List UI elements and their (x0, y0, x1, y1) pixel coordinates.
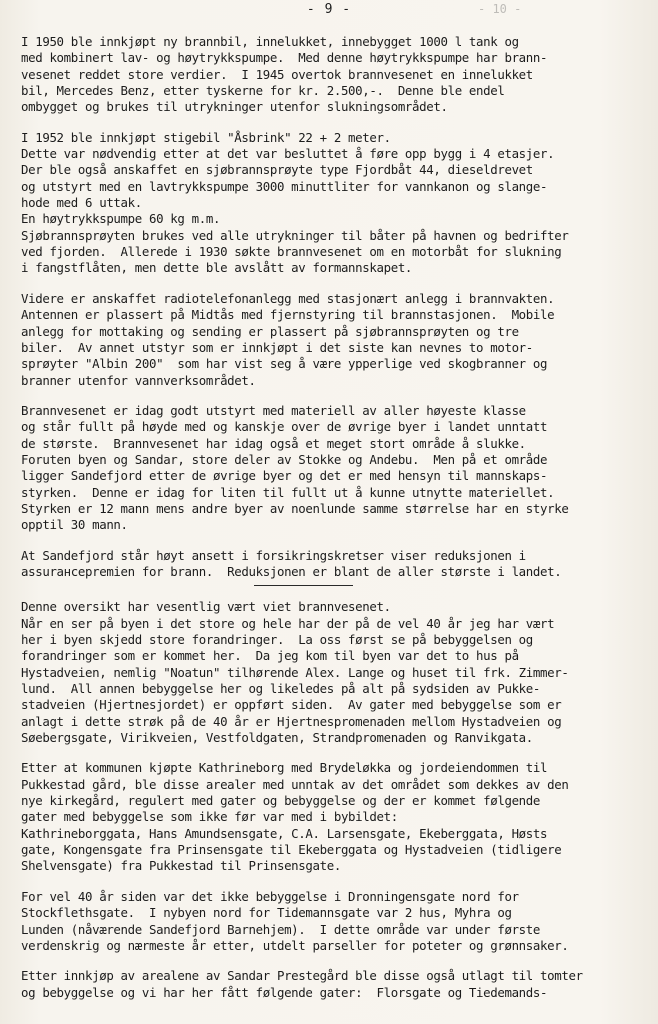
text-line: Antennen er plassert på Midtås med fjernstyring til brannstasjonen. Mobile (21, 307, 555, 323)
text-line: I 1950 ble innkjøpt ny brannbil, innelukket, innebygget 1000 l tank og (21, 34, 519, 49)
text-line: anlegg for mottaking og sending er plassert på sjøbrannsprøyten og tre (21, 323, 519, 339)
text-line: styrken. Denne er idag for liten til fullt ut å kunne utnytte materiellet. (21, 484, 555, 500)
text-line: stadveien (Hjertnesjordet) er oppført siden. Av gater med bebyggelse som er (21, 697, 562, 713)
paragraph-dronningensgate (21, 889, 651, 954)
paragraph-fire-department-status (21, 403, 651, 534)
text-line: I 1952 ble innkjøpt stigebil "Åsbrink" 22 + 2 meter. (21, 129, 391, 145)
paragraph-kathrineborg (21, 760, 651, 874)
text-line: sprøyter "Albin 200" som har vist seg å være ypperlige ved skogbranner og (21, 356, 548, 372)
text-line: Der ble også anskaffet en sjøbrannsprøyte type Fjordbåt 44, dieseldrevet (21, 162, 533, 178)
text-line: Dette var nødvendig etter at det var besluttet å føre opp bygg i 4 etasjer. (21, 146, 555, 162)
text-line: forandringer som er kommet her. Da jeg kom til byen var det to hus på (21, 648, 519, 664)
text-line: Pukkestad gård, ble disse arealer med unntak av det området som dekkes av den (21, 776, 569, 792)
text-line: ligger Sandefjord etter de øvrige byer og det er med hensyn til mannskaps- (21, 468, 548, 484)
text-line: verdenskrig og nærmeste år etter, utdelt parseller for poteter og grønnsaker. (21, 937, 569, 953)
paragraph-radio-equipment (21, 291, 651, 389)
text-line: og utstyrt med en lavtrykkspumpe 3000 minuttliter for vannkanon og slange- (21, 178, 548, 194)
text-line: Søebergsgate, Virikveien, Vestfoldgaten, Strandpromenaden og Ranvikgata. (21, 730, 533, 746)
text-line: lund. All annen bebyggelse her og likeledes på alt på sydsiden av Pukke- (21, 681, 541, 697)
text-line: At Sandefjord står høyt ansett i forsikringskretser viser reduksjonen i (21, 547, 526, 563)
text-line: anlagt i dette strøk på de 40 år er Hjertnespromenaden mellom Hystadveien og (21, 713, 562, 729)
text-line: Shelvensgate) fra Pukkestad til Prinsensgate. (21, 858, 341, 874)
paragraph-sandar-prestegard (21, 968, 651, 1001)
text-line: assurансepremien for brann. Reduksjonen er blant de aller største i landet. (21, 563, 562, 579)
text-line: Etter innkjøp av arealene av Sandar Prestegård ble disse også utlagt til tomter (21, 968, 583, 984)
text-line: Etter at kommunen kjøpte Kathrineborg med Brydeløkka og jordeiendommen til (21, 760, 548, 776)
text-line: Brannvesenet er idag godt utstyrt med materiell av aller høyeste klasse (21, 402, 526, 418)
text-line: En høytrykkspumpe 60 kg m.m. (21, 211, 221, 227)
page-number: - 9 - (306, 2, 352, 17)
paragraph-ladder-truck-1952 (21, 130, 651, 277)
paragraph-fire-truck-1950 (21, 34, 651, 116)
text-line: Sjøbrannsprøyten brukes ved alle utrykninger til båter på havnen og bedrifter (21, 227, 569, 243)
text-line: ved fjorden. Allerede i 1930 søkte brannvesenet om en motorbåt for slukning (21, 244, 562, 260)
text-line: Lunden (nåværende Sandefjord Barnehjem). I dette område var under første (21, 921, 541, 937)
text-line: ombygget og brukes til utrykninger utenfor slukningsområdet. (21, 99, 448, 115)
text-line: nye kirkegård, regulert med gater og bebyggelse og der er kommet følgende (21, 793, 541, 809)
text-line: biler. Av annet utstyr som er innkjøpt i det siste kan nevnes to motor- (21, 339, 533, 355)
text-line: Videre er anskaffet radiotelefonanlegg med stasjonært anlegg i brannvakten. (21, 290, 555, 306)
text-line: hode med 6 uttak. (21, 195, 142, 211)
text-line: og bebyggelse og vi har her fått følgende gater: Florsgate og Tiedemands- (21, 984, 548, 1000)
text-line: de største. Brannvesenet har idag også et meget stort område å slukke. (21, 435, 526, 451)
text-line: med kombinert lav- og høytrykkspumpe. Med denne høytrykkspumpe har brann- (21, 50, 548, 66)
text-line: Kathrineborggata, Hans Amundsensgate, C.A. Larsensgate, Ekeberggata, Høsts (21, 825, 548, 841)
text-line: Stockflethsgate. I nybyen nord for Tidemannsgate var 2 hus, Myhra og (21, 905, 512, 921)
paragraph-insurance (21, 548, 651, 581)
paragraph-city-changes (21, 599, 651, 746)
text-line: Når en ser på byen i det store og hele har der på de vel 40 år jeg har vært (21, 615, 555, 631)
text-line: For vel 40 år siden var det ikke bebyggelse i Dronningensgate nord for (21, 888, 519, 904)
text-line: Foruten byen og Sandar, store deler av Stokke og Andebu. Men på et område (21, 451, 548, 467)
text-line: Styrken er 12 mann mens andre byer av noenlunde samme størrelse har en styrke (21, 500, 569, 516)
text-line: i fangstflåten, men dette ble avslått av formannskapet. (21, 260, 413, 276)
text-line: gate, Kongensgate fra Prinsensgate til Ekeberggata og Hystadveien (tidligere (21, 842, 562, 858)
text-line: branner utenfor vannverksområdet. (21, 372, 256, 388)
document-body (21, 34, 651, 1001)
text-line: her i byen skjedd store forandringer. La oss først se på bebyggelsen og (21, 632, 533, 647)
text-line: gater med bebyggelse som ikke før var med i bybildet: (21, 809, 398, 825)
text-line: opptil 30 mann. (21, 517, 128, 533)
text-line: Denne oversikt har vesentlig vært viet brannvesenet. (21, 599, 391, 615)
show-through-page-number: - 10 - (478, 2, 522, 16)
text-line: og står fullt på høyde med og kanskje over de øvrige byer i landet unntatt (21, 419, 548, 435)
text-line: Hystadveien, nemlig "Noatun" tilhørende Alex. Lange og huset til frk. Zimmer- (21, 664, 569, 680)
text-line: vesenet reddet store verdier. I 1945 overtok brannvesenet en innelukket (21, 66, 533, 82)
text-line: bil, Mercedes Benz, etter tyskerne for kr. 2.500,-. Denne ble endel (21, 83, 505, 99)
